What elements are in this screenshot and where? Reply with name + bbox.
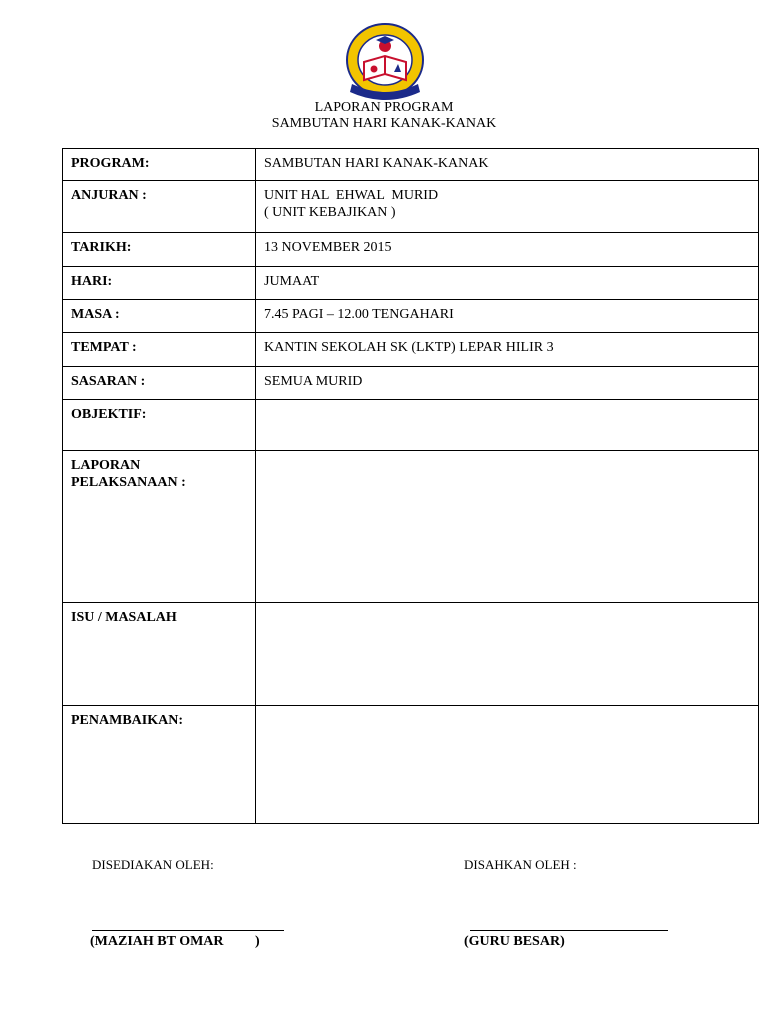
table-row (63, 367, 759, 400)
report-title (0, 100, 768, 132)
table-row (63, 267, 759, 300)
hari-value: JUMAAT (256, 267, 759, 300)
table-row (63, 149, 759, 181)
anjuran-value-line1: UNIT HAL EHWAL MURID (264, 188, 439, 203)
isu-label: ISU / MASALAH (63, 603, 256, 706)
anjuran-value-line2: ( UNIT KEBAJIKAN ) (264, 205, 396, 220)
tempat-label: TEMPAT : (63, 333, 256, 367)
prepared-by-name: (MAZIAH BT OMAR ) (90, 934, 260, 949)
isu-value (256, 603, 759, 706)
program-value: SAMBUTAN HARI KANAK-KANAK (256, 149, 759, 181)
masa-label: MASA : (63, 300, 256, 333)
table-row (63, 451, 759, 603)
table-row (63, 603, 759, 706)
table-row (63, 300, 759, 333)
anjuran-value (256, 181, 759, 233)
approved-by-name: (GURU BESAR) (464, 934, 565, 949)
table-row (63, 400, 759, 451)
hari-label: HARI: (63, 267, 256, 300)
prepared-signature-line (92, 930, 284, 931)
penambaikan-label: PENAMBAIKAN: (63, 706, 256, 824)
school-logo (344, 22, 426, 106)
report-table (62, 148, 759, 824)
anjuran-label: ANJURAN : (63, 181, 256, 233)
laporan-value (256, 451, 759, 603)
report-title-line1: LAPORAN PROGRAM (314, 100, 454, 115)
sasaran-label: SASARAN : (63, 367, 256, 400)
report-title-line2: SAMBUTAN HARI KANAK-KANAK (271, 116, 497, 131)
table-row (63, 333, 759, 367)
sasaran-value: SEMUA MURID (256, 367, 759, 400)
penambaikan-value (256, 706, 759, 824)
laporan-label (63, 451, 256, 603)
table-row (63, 706, 759, 824)
objektif-value (256, 400, 759, 451)
approved-by-label: DISAHKAN OLEH : (464, 857, 577, 872)
laporan-label-line2: PELAKSANAAN : (71, 475, 186, 490)
table-row (63, 233, 759, 267)
tarikh-value: 13 NOVEMBER 2015 (256, 233, 759, 267)
program-label: PROGRAM: (63, 149, 256, 181)
prepared-by-label: DISEDIAKAN OLEH: (92, 857, 214, 872)
approved-signature-line (470, 930, 668, 931)
table-row (63, 181, 759, 233)
tempat-value: KANTIN SEKOLAH SK (LKTP) LEPAR HILIR 3 (256, 333, 759, 367)
masa-value: 7.45 PAGI – 12.00 TENGAHARI (256, 300, 759, 333)
objektif-label: OBJEKTIF: (63, 400, 256, 451)
tarikh-label: TARIKH: (63, 233, 256, 267)
laporan-label-line1: LAPORAN (71, 458, 141, 473)
